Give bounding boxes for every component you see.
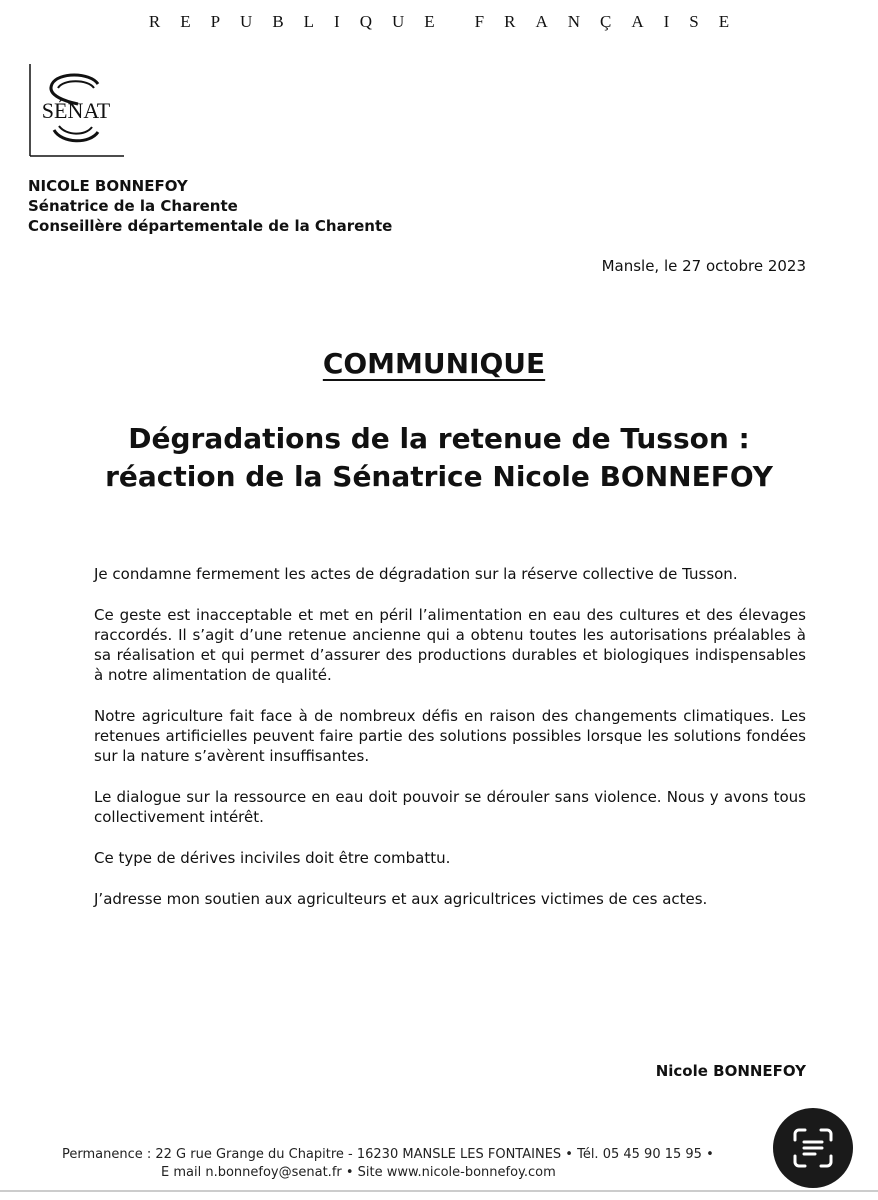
footer-address: Permanence : 22 G rue Grange du Chapitre - 16230 MANSLE LES FONTAINES • Tél. 05 45 90 15 95 • [62, 1147, 714, 1162]
logo-text: SÉNAT [41, 98, 111, 123]
bottom-rule [0, 1190, 878, 1192]
communique-heading [0, 347, 878, 380]
document-title [0, 420, 878, 496]
body-text [94, 564, 806, 930]
paragraph: Ce geste est inacceptable et met en péril l’alimentation en eau des cultures et des élevages raccordés. Il s’agit d’une retenue ancienne qui a obtenu toutes les autorisations préalables à sa réalisation et qui permet d’assurer des productions durables et biologiques indispensables à notre alimentation de qualité. [94, 606, 806, 684]
footer-contact: E mail n.bonnefoy@senat.fr • Site www.nicole-bonnefoy.com [161, 1165, 556, 1180]
francaise-word: FRANÇAISE [474, 12, 750, 31]
scan-text-button[interactable] [773, 1108, 853, 1188]
communique-label: COMMUNIQUE [322, 347, 546, 380]
paragraph: J’adresse mon soutien aux agriculteurs et aux agricultrices victimes de ces actes. [94, 890, 708, 908]
paragraph: Ce type de dérives inciviles doit être combattu. [94, 849, 451, 867]
republic-header [0, 12, 878, 32]
paragraph: Notre agriculture fait face à de nombreux défis en raison des changements climatiques. Les retenues artificielles peuvent faire partie des solutions possibles lorsque les solutions fondées sur la nature s’avèrent insuffisantes. [94, 707, 806, 765]
scan-text-icon [791, 1126, 835, 1170]
letter-date: Mansle, le 27 octobre 2023 [601, 257, 806, 275]
title-line-1: Dégradations de la retenue de Tusson : [128, 422, 750, 455]
sender-role-senator: Sénatrice de la Charente [28, 197, 238, 215]
senat-seal-icon [28, 64, 124, 160]
sender-block [28, 176, 392, 236]
sender-role-councillor: Conseillère départementale de la Charente [28, 217, 393, 235]
senat-logo [28, 64, 124, 160]
signature: Nicole BONNEFOY [655, 1062, 806, 1080]
sender-name: NICOLE BONNEFOY [28, 177, 188, 195]
paragraph: Je condamne fermement les actes de dégradation sur la réserve collective de Tusson. [94, 565, 738, 583]
title-line-2: réaction de la Sénatrice Nicole BONNEFOY [105, 460, 773, 493]
republic-word: REPUBLIQUE [148, 12, 455, 31]
footer [0, 1146, 878, 1182]
paragraph: Le dialogue sur la ressource en eau doit pouvoir se dérouler sans violence. Nous y avons tous collectivement intérêt. [94, 788, 806, 826]
